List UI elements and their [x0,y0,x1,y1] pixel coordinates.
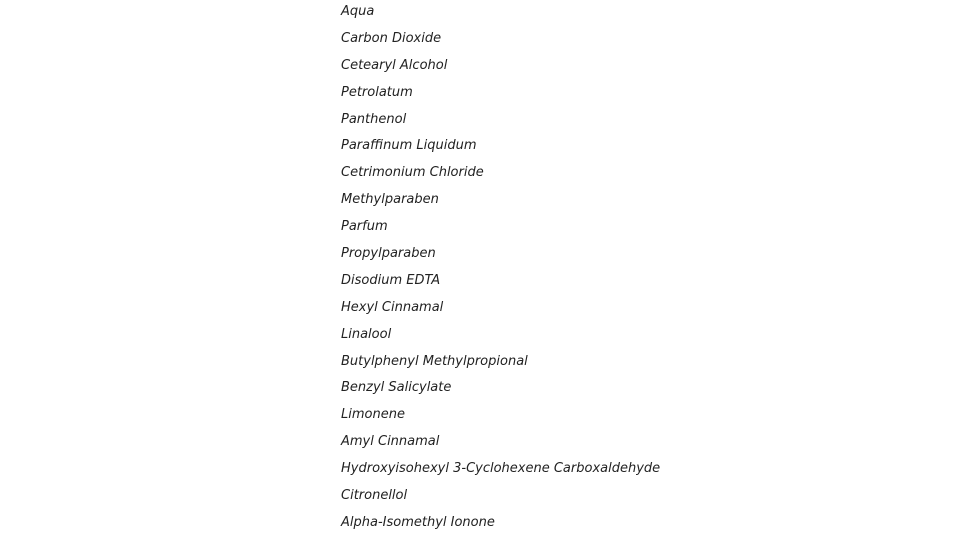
ingredient-item: Petrolatum [341,84,413,100]
ingredient-item: Butylphenyl Methylpropional [341,353,528,369]
ingredient-item: Alpha-Isomethyl Ionone [341,514,495,530]
ingredient-item: Limonene [341,407,405,423]
ingredient-list [341,2,941,540]
ingredient-item: Propylparaben [341,246,436,262]
ingredient-item: Paraffinum Liquidum [341,138,477,154]
ingredient-item: Cetearyl Alcohol [341,57,448,73]
ingredient-item: Citronellol [341,488,408,504]
ingredient-item: Hydroxyisohexyl 3-Cyclohexene Carboxaldehyde [341,461,661,477]
ingredient-item: Methylparaben [341,192,439,208]
ingredient-item: Cetrimonium Chloride [341,165,484,181]
ingredient-item: Linalool [341,326,392,342]
ingredient-item: Amyl Cinnamal [341,434,440,450]
ingredient-item: Aqua [341,4,375,19]
ingredient-item: Parfum [341,219,388,235]
ingredient-item: Benzyl Salicylate [341,380,452,396]
ingredient-item: Panthenol [341,111,407,127]
ingredient-item: Disodium EDTA [341,272,441,288]
ingredient-item: Carbon Dioxide [341,30,442,46]
ingredient-item: Hexyl Cinnamal [341,299,444,315]
